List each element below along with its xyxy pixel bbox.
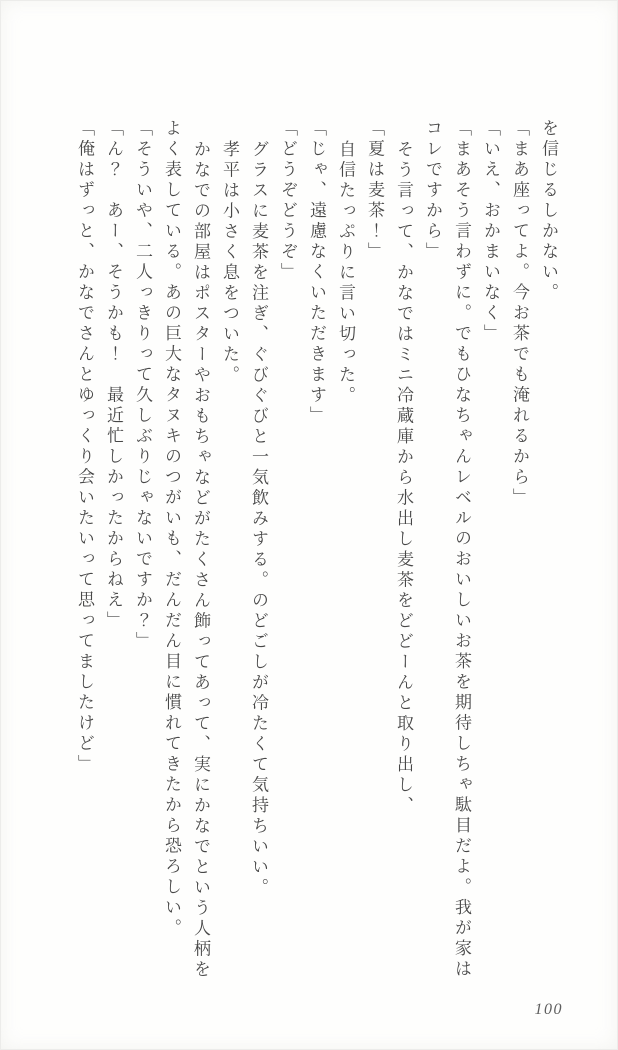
text-line-3: 「いえ、おかまいなく」	[481, 119, 500, 345]
text-line-5: コレですから」	[423, 119, 442, 263]
text-line-6: そう言って、かなではミニ冷蔵庫から水出し麦茶をどどーんと取り出し、	[394, 139, 413, 816]
text-line-1: を信じるしかない。	[539, 119, 558, 304]
vertical-text-block	[70, 119, 563, 999]
text-line-15: 「そういや、二人っきりって久しぶりじゃないですか？」	[133, 119, 152, 652]
text-line-14: よく表している。あの巨大なタヌキのつがいも、だんだん目に慣れてきたから恐ろしい。	[162, 119, 181, 939]
text-line-7: 「夏は麦茶！」	[365, 119, 384, 263]
text-line-2: 「まあ座ってよ。今お茶でも淹れるから」	[510, 119, 529, 509]
text-line-11: グラスに麦茶を注ぎ、ぐびぐびと一気飲みする。のどごしが冷たくて気持ちいい。	[249, 139, 268, 898]
text-line-8: 自信たっぷりに言い切った。	[336, 139, 355, 406]
text-line-12: 孝平は小さく息をついた。	[220, 139, 239, 386]
text-line-17: 「俺はずっと、かなでさんとゆっくり会いたいって思ってましたけど」	[75, 119, 94, 775]
text-line-10: 「どうぞどうぞ」	[278, 119, 297, 283]
text-line-4: 「まあそう言わずに。でもひなちゃんレベルのおいしいお茶を期待しちゃ駄目だよ。我が家は	[452, 119, 471, 980]
text-line-16: 「ん？ あー、そうかも！ 最近忙しかったからねえ」	[104, 119, 123, 632]
text-line-9: 「じゃ、遠慮なくいただきます」	[307, 119, 326, 427]
text-line-13: かなでの部屋はポスターやおもちゃなどがたくさん飾ってあって、実にかなでという人柄を	[191, 139, 210, 980]
page-number: 100	[534, 1001, 563, 1018]
